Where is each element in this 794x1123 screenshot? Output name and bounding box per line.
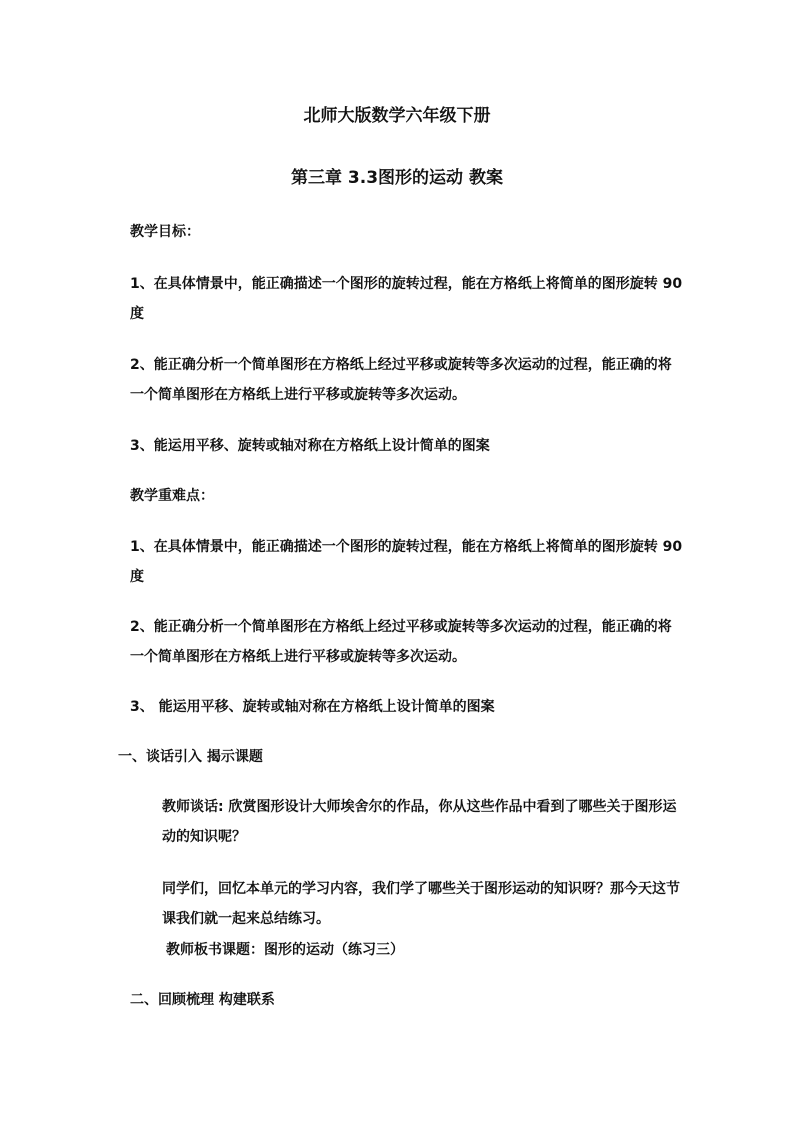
objective-1-line-2: 度 xyxy=(130,306,144,322)
key-points-heading: 教学重难点： xyxy=(130,488,214,504)
document-subtitle: 第三章 3.3图形的运动 教案 xyxy=(291,168,503,188)
key-point-2-line-2: 一个简单图形在方格纸上进行平移或旋转等多次运动。 xyxy=(130,649,466,665)
key-point-3: 3、 能运用平移、旋转或轴对称在方格纸上设计简单的图案 xyxy=(130,699,495,715)
objective-3: 3、能运用平移、旋转或轴对称在方格纸上设计简单的图案 xyxy=(130,438,490,454)
objectives-heading: 教学目标： xyxy=(130,224,200,240)
key-point-1-line-2: 度 xyxy=(130,569,144,585)
document-title: 北师大版数学六年级下册 xyxy=(303,106,491,126)
section-1-paragraph-1-line-1: 教师谈话: 欣赏图形设计大师埃舍尔的作品，你从这些作品中看到了哪些关于图形运 xyxy=(162,799,677,815)
section-1-paragraph-2-line-1: 同学们，回忆本单元的学习内容，我们学了哪些关于图形运动的知识呀？那今天这节 xyxy=(162,881,680,897)
section-1-paragraph-3: 教师板书课题：图形的运动（练习三） xyxy=(166,942,404,958)
objective-2-line-2: 一个简单图形在方格纸上进行平移或旋转等多次运动。 xyxy=(130,387,466,403)
section-1-paragraph-1-line-2: 动的知识呢？ xyxy=(162,829,246,845)
section-2-heading: 二、回顾梳理 构建联系 xyxy=(130,992,275,1008)
key-point-2-line-1: 2、能正确分析一个简单图形在方格纸上经过平移或旋转等多次运动的过程，能正确的将 xyxy=(130,619,672,635)
section-1-paragraph-2-line-2: 课我们就一起来总结练习。 xyxy=(162,911,330,927)
objective-1-line-1: 1、在具体情景中，能正确描述一个图形的旋转过程，能在方格纸上将简单的图形旋转 90 xyxy=(130,276,683,292)
key-point-1-line-1: 1、在具体情景中，能正确描述一个图形的旋转过程，能在方格纸上将简单的图形旋转 90 xyxy=(130,539,683,555)
section-1-heading: 一、谈话引入 揭示课题 xyxy=(118,749,263,765)
objective-2-line-1: 2、能正确分析一个简单图形在方格纸上经过平移或旋转等多次运动的过程，能正确的将 xyxy=(130,357,672,373)
